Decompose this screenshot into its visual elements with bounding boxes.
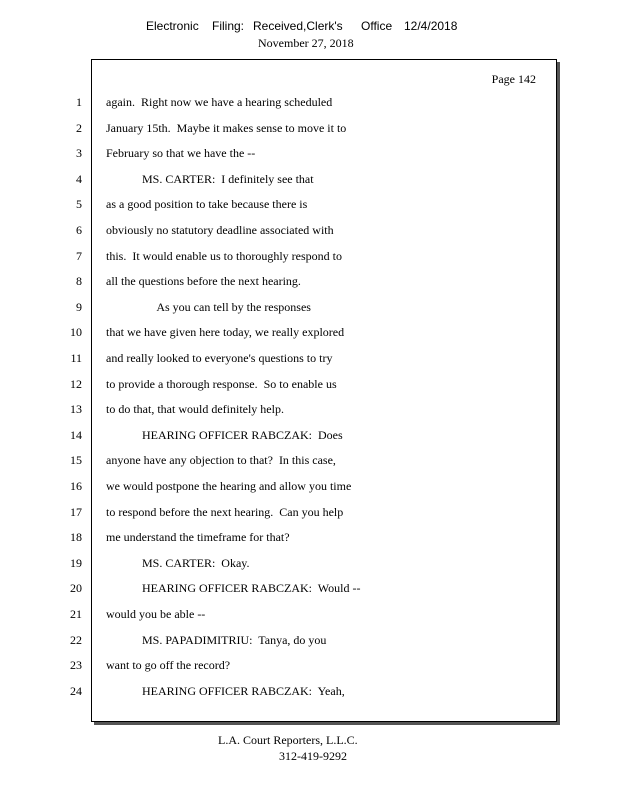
- transcript-line: [0, 350, 618, 366]
- line-text: and really looked to everyone's questions to try: [106, 351, 333, 365]
- transcript-line: [0, 196, 618, 212]
- filing-stamp-date: 12/4/2018: [404, 19, 458, 33]
- transcript-line: [0, 683, 618, 699]
- line-number: 13: [70, 402, 82, 416]
- line-text: HEARING OFFICER RABCZAK: Would --: [106, 581, 361, 595]
- transcript-line: [0, 452, 618, 468]
- filing-stamp-received: Received,Clerk's: [253, 19, 343, 33]
- transcript-line: [0, 606, 618, 622]
- line-number: 12: [70, 377, 82, 391]
- line-number: 20: [70, 581, 82, 595]
- filing-stamp-office: Office: [361, 19, 393, 33]
- line-number: 19: [70, 556, 82, 570]
- line-text: anyone have any objection to that? In this case,: [106, 453, 336, 467]
- transcript-line: [0, 171, 618, 187]
- line-number: 4: [76, 172, 82, 186]
- line-text: we would postpone the hearing and allow you time: [106, 479, 352, 493]
- transcript-line: [0, 555, 618, 571]
- transcript-line: [0, 504, 618, 520]
- line-text: to do that, that would definitely help.: [106, 402, 284, 416]
- line-number: 23: [70, 658, 82, 672]
- transcript-line: [0, 324, 618, 340]
- line-number: 2: [76, 121, 82, 135]
- line-text: HEARING OFFICER RABCZAK: Yeah,: [106, 684, 345, 698]
- transcript-line: [0, 401, 618, 417]
- line-number: 6: [76, 223, 82, 237]
- line-number: 18: [70, 530, 82, 544]
- line-number: 9: [76, 300, 82, 314]
- line-text: want to go off the record?: [106, 658, 231, 672]
- transcript-date: November 27, 2018: [258, 36, 354, 50]
- transcript-line: [0, 145, 618, 161]
- line-text: As you can tell by the responses: [106, 300, 311, 314]
- line-text: obviously no statutory deadline associated with: [106, 223, 334, 237]
- transcript-line: [0, 478, 618, 494]
- line-number: 21: [70, 607, 82, 621]
- line-text: HEARING OFFICER RABCZAK: Does: [106, 428, 343, 442]
- line-text: to respond before the next hearing. Can you help: [106, 505, 344, 519]
- line-number: 24: [70, 684, 82, 698]
- transcript-line: [0, 299, 618, 315]
- line-number: 8: [76, 274, 82, 288]
- transcript-line: [0, 376, 618, 392]
- line-number: 10: [70, 325, 82, 339]
- line-text: again. Right now we have a hearing scheduled: [106, 95, 333, 109]
- line-number: 14: [70, 428, 82, 442]
- line-text: to provide a thorough response. So to enable us: [106, 377, 337, 391]
- line-number: 11: [70, 351, 82, 365]
- line-number: 1: [76, 95, 82, 109]
- line-number: 7: [76, 249, 82, 263]
- transcript-line: [0, 94, 618, 110]
- transcript-line: [0, 632, 618, 648]
- line-number: 17: [70, 505, 82, 519]
- line-text: February so that we have the --: [106, 146, 256, 160]
- transcript-line: [0, 273, 618, 289]
- line-number: 3: [76, 146, 82, 160]
- transcript-line: [0, 580, 618, 596]
- line-number: 16: [70, 479, 82, 493]
- line-text: would you be able --: [106, 607, 206, 621]
- footer-phone: 312-419-9292: [279, 749, 347, 763]
- line-text: MS. PAPADIMITRIU: Tanya, do you: [106, 633, 327, 647]
- line-number: 15: [70, 453, 82, 467]
- footer-company: L.A. Court Reporters, L.L.C.: [218, 733, 358, 747]
- filing-stamp-filing: Filing:: [212, 19, 245, 33]
- line-text: that we have given here today, we really explored: [106, 325, 345, 339]
- transcript-line: [0, 657, 618, 673]
- transcript-line: [0, 120, 618, 136]
- transcript-line: [0, 529, 618, 545]
- transcript-line: [0, 222, 618, 238]
- line-text: January 15th. Maybe it makes sense to move it to: [106, 121, 347, 135]
- line-number: 22: [70, 633, 82, 647]
- line-text: me understand the timeframe for that?: [106, 530, 290, 544]
- line-text: MS. CARTER: Okay.: [106, 556, 250, 570]
- line-text: all the questions before the next hearing.: [106, 274, 301, 288]
- transcript-line: [0, 427, 618, 443]
- line-text: this. It would enable us to thoroughly respond to: [106, 249, 342, 263]
- line-text: MS. CARTER: I definitely see that: [106, 172, 314, 186]
- line-text: as a good position to take because there is: [106, 197, 308, 211]
- line-number: 5: [76, 197, 82, 211]
- transcript-line: [0, 248, 618, 264]
- filing-stamp-electronic: Electronic: [146, 19, 199, 33]
- page-number: Page 142: [491, 72, 536, 86]
